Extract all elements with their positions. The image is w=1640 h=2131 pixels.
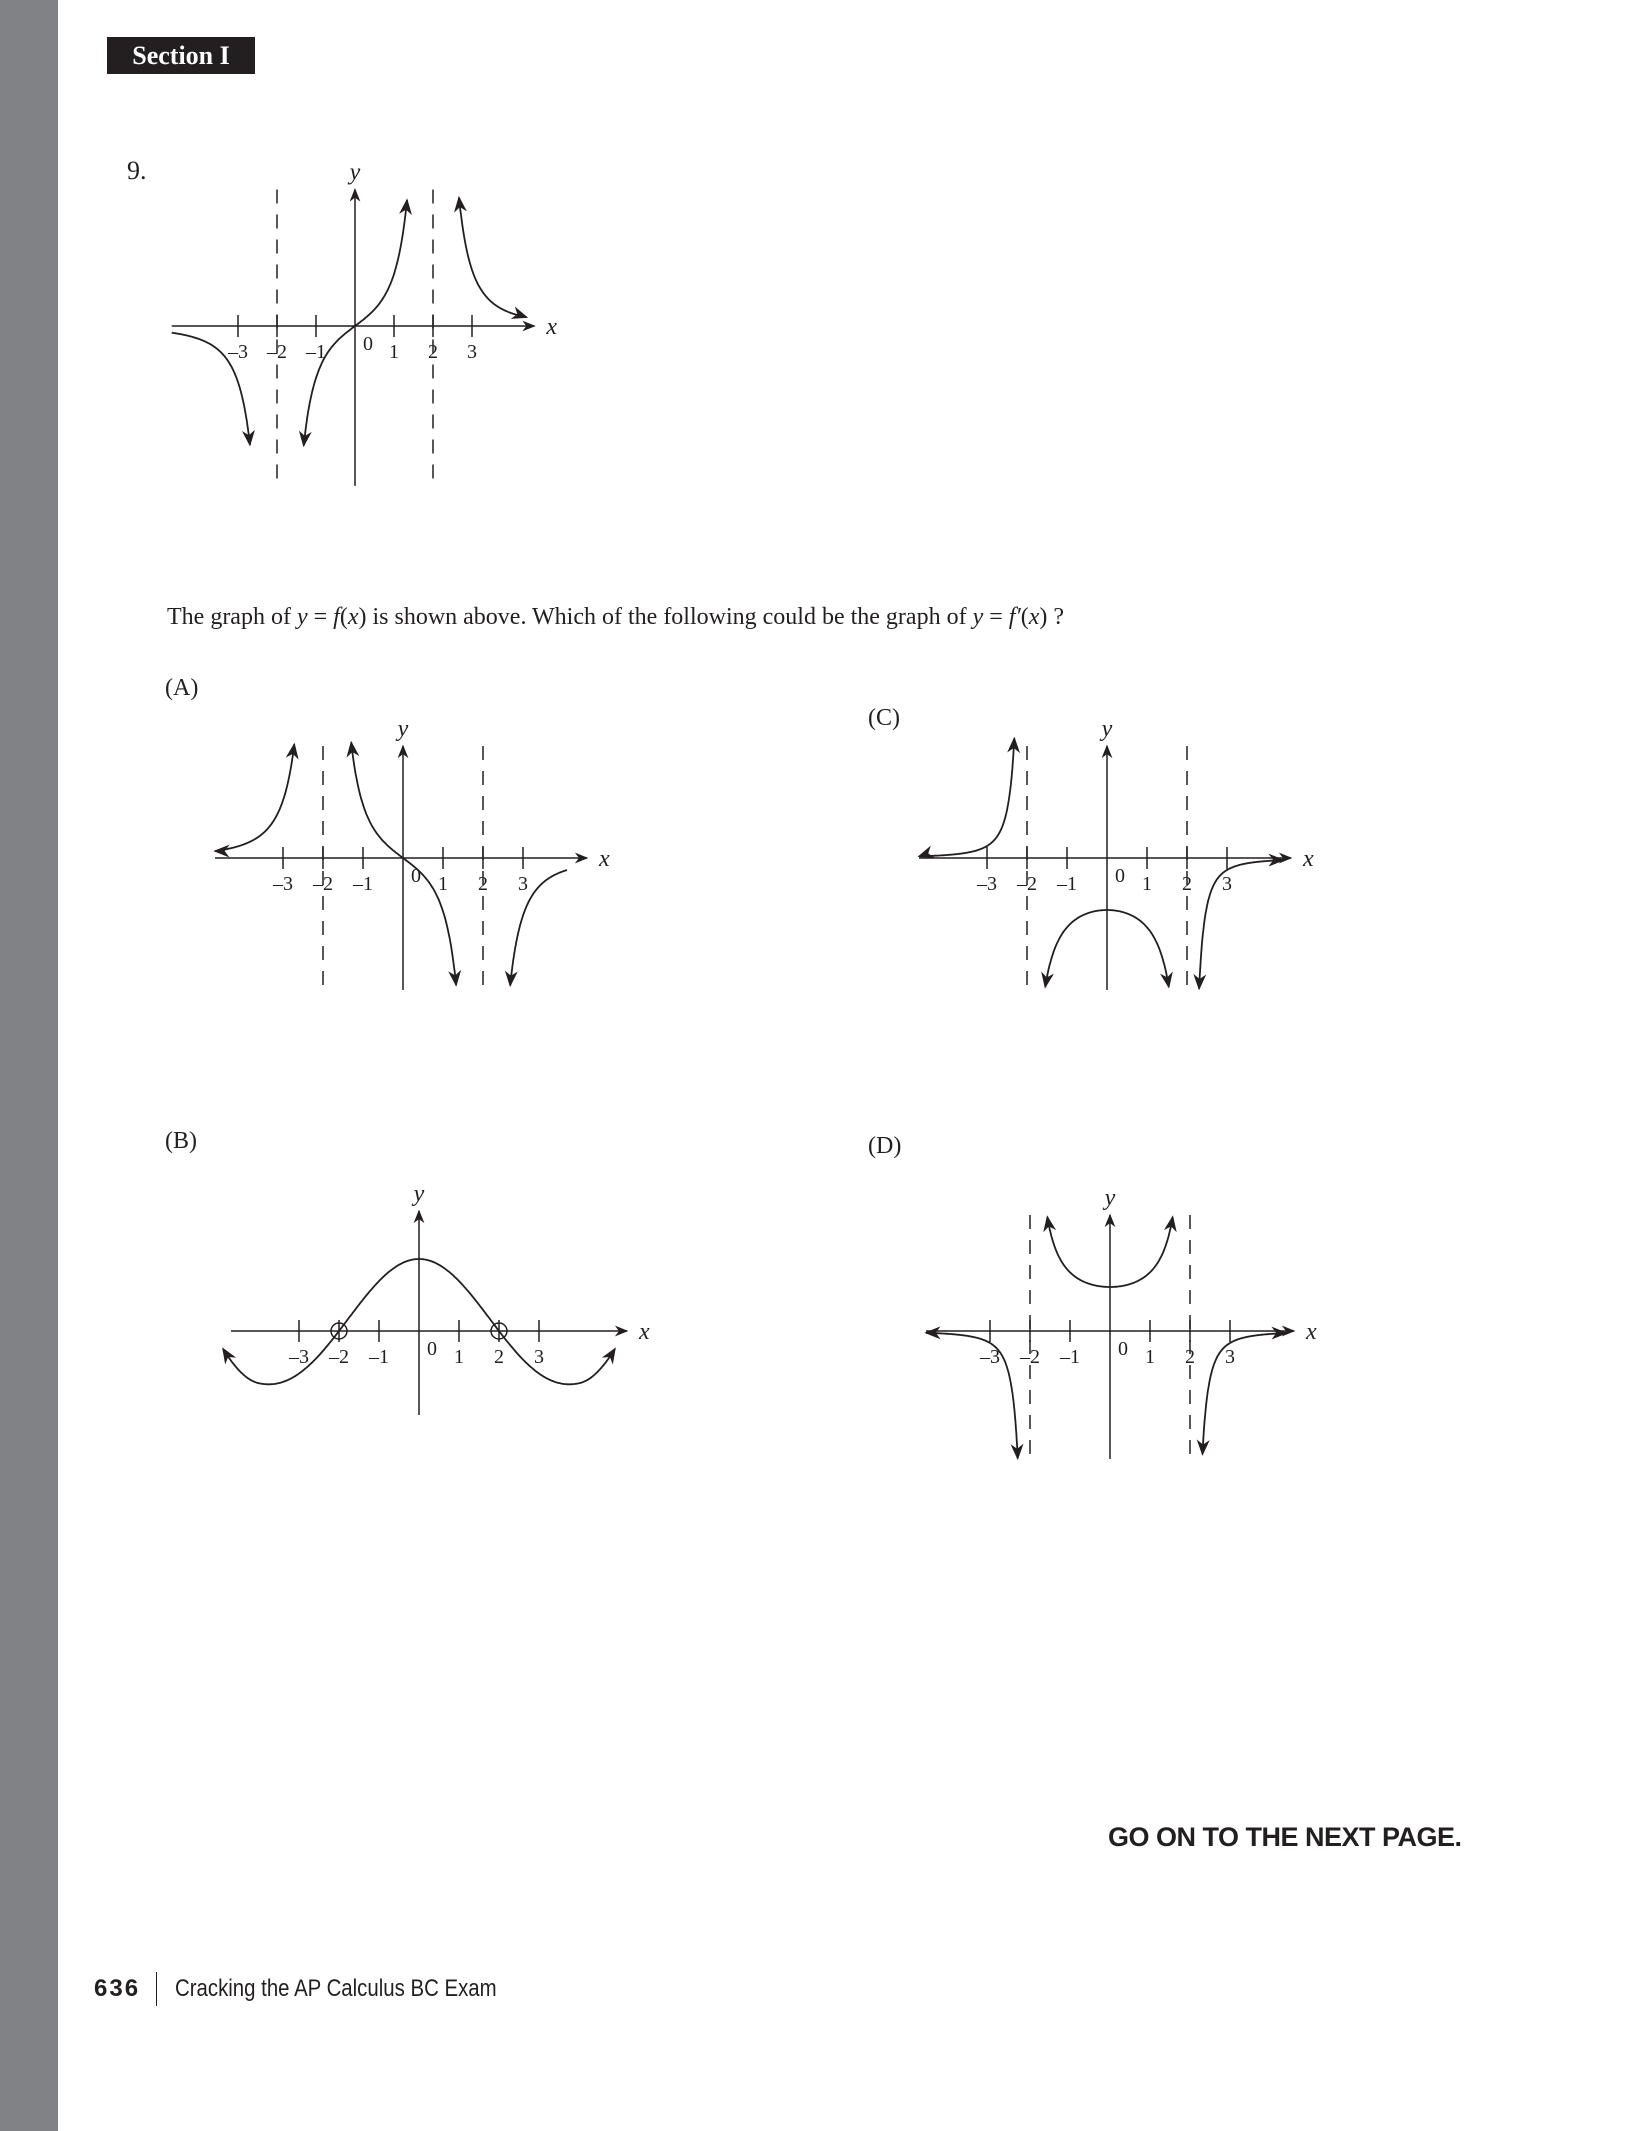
x-tick-label: 1	[389, 341, 399, 363]
x-tick-label: –3	[289, 1346, 309, 1368]
option-b-label[interactable]: (B)	[165, 1128, 197, 1154]
q-part: x	[1028, 604, 1040, 630]
q-part: (	[339, 604, 348, 630]
y-axis-label: y	[397, 716, 409, 742]
x-tick-label: –2	[313, 873, 333, 895]
x-tick-label: 1	[1142, 873, 1152, 895]
graph-d	[926, 1185, 1317, 1459]
x-tick-label: 3	[518, 873, 528, 895]
y-axis-label: y	[413, 1181, 425, 1207]
x-tick-label: 3	[1225, 1346, 1235, 1368]
graph-main	[172, 160, 558, 486]
x-tick-label: 2	[428, 341, 438, 363]
graph-c	[919, 716, 1314, 990]
x-tick-label: –3	[273, 873, 293, 895]
q-part: =	[983, 604, 1009, 630]
x-axis-label: x	[546, 314, 558, 340]
q-part: ) is shown above. Which of the following could be the graph of	[358, 604, 973, 630]
x-axis-label: x	[1306, 1319, 1317, 1345]
y-axis-label: y	[1104, 1185, 1116, 1211]
section-header: Section I	[107, 37, 255, 74]
x-tick-label: –2	[1017, 873, 1037, 895]
q-part: f′	[1008, 604, 1021, 630]
x-tick-label: 2	[1185, 1346, 1195, 1368]
x-tick-label: 2	[478, 873, 488, 895]
graph-a	[215, 716, 610, 990]
x-tick-label: –2	[267, 341, 287, 363]
q-part: (	[1020, 604, 1029, 630]
x-tick-label: –1	[369, 1346, 389, 1368]
x-tick-label: –1	[353, 873, 373, 895]
footer-divider	[156, 1972, 157, 2006]
function-curve	[919, 738, 1014, 856]
x-tick-label: –1	[1060, 1346, 1080, 1368]
x-tick-label: –3	[977, 873, 997, 895]
x-axis-label: x	[639, 1319, 650, 1345]
option-c-label[interactable]: (C)	[868, 705, 900, 731]
x-tick-label: –3	[228, 341, 248, 363]
x-tick-label: –3	[980, 1346, 1000, 1368]
q-part: The graph of	[167, 604, 297, 630]
q-part: =	[307, 604, 334, 630]
function-curve	[1199, 860, 1283, 989]
x-tick-label: 1	[454, 1346, 464, 1368]
function-curve	[459, 198, 527, 318]
option-d-label[interactable]: (D)	[868, 1133, 902, 1159]
question-number: 9.	[127, 156, 147, 185]
origin-label: 0	[1115, 865, 1125, 887]
y-axis-label: y	[1101, 716, 1113, 742]
x-tick-label: 1	[438, 873, 448, 895]
page-footer	[94, 1972, 553, 2006]
origin-label: 0	[427, 1338, 437, 1360]
q-part: ) ?	[1039, 604, 1065, 630]
origin-label: 0	[363, 333, 373, 355]
function-curve	[1203, 1333, 1287, 1454]
q-part: y	[972, 604, 984, 630]
x-tick-label: –2	[1020, 1346, 1040, 1368]
q-part: f	[333, 604, 340, 630]
function-curve	[926, 1333, 1018, 1459]
x-tick-label: 2	[1182, 873, 1192, 895]
option-a-label[interactable]: (A)	[165, 675, 199, 701]
origin-label: 0	[411, 865, 421, 887]
x-tick-label: 3	[534, 1346, 544, 1368]
go-on-notice: GO ON TO THE NEXT PAGE.	[1108, 1822, 1462, 1852]
function-curve	[215, 744, 294, 851]
page-number: 636	[94, 1975, 141, 2002]
x-tick-label: 3	[467, 341, 477, 363]
origin-label: 0	[1118, 1338, 1128, 1360]
x-tick-label: 3	[1222, 873, 1232, 895]
x-tick-label: –1	[306, 341, 326, 363]
q-part: x	[347, 604, 359, 630]
x-tick-label: 2	[494, 1346, 504, 1368]
graph-b	[223, 1181, 650, 1415]
y-axis-label: y	[349, 159, 361, 186]
book-title: Cracking the AP Calculus BC Exam	[175, 1975, 497, 2002]
x-axis-label: x	[599, 846, 610, 872]
x-tick-label: –1	[1057, 873, 1077, 895]
x-axis-label: x	[1303, 846, 1314, 872]
q-part: y	[296, 604, 308, 630]
x-tick-label: 1	[1145, 1346, 1155, 1368]
x-tick-label: –2	[329, 1346, 349, 1368]
